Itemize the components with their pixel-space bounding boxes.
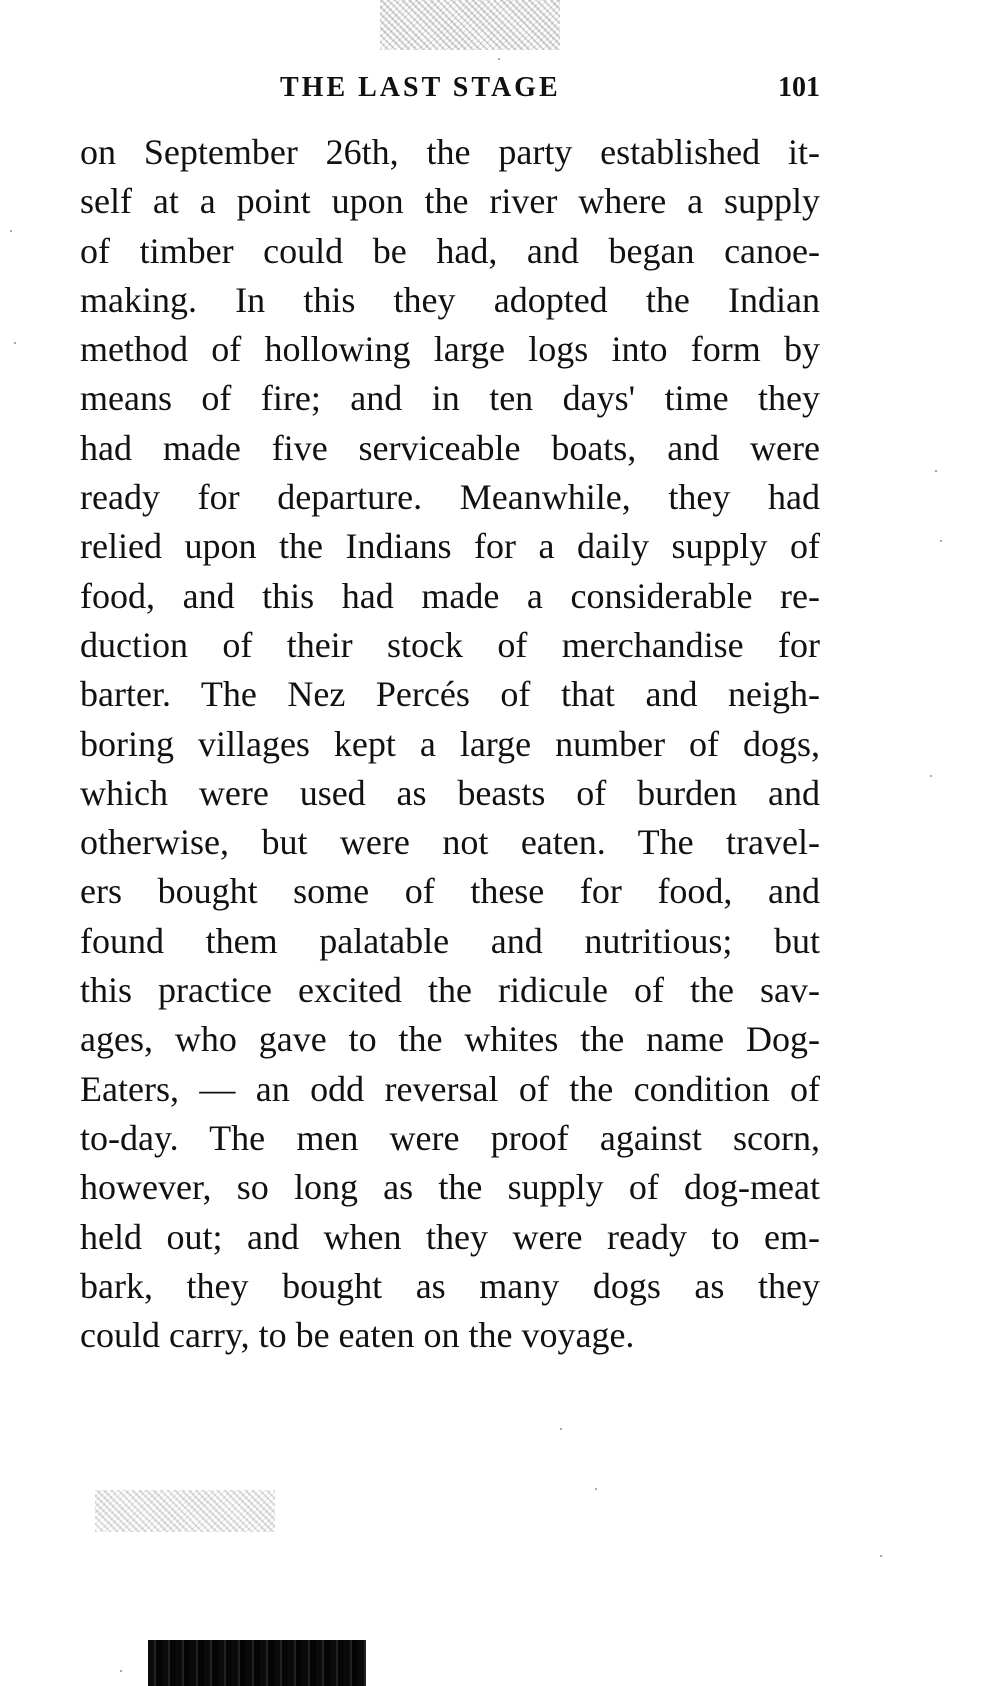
text-line: barter. The Nez Percés of that and neigh- [80, 674, 820, 715]
running-head-title: THE LAST STAGE [280, 72, 561, 103]
scan-speck [930, 775, 932, 777]
text-line: relied upon the Indians for a daily supply of [80, 526, 820, 567]
scan-speck [560, 1428, 562, 1430]
scan-speck [940, 540, 942, 542]
text-line: of timber could be had, and began canoe- [80, 230, 820, 271]
text-line: this practice excited the ridicule of the sav- [80, 970, 820, 1011]
text-line: to-day. The men were proof against scorn, [80, 1117, 820, 1158]
scan-edge-artifact [148, 1640, 366, 1686]
scan-speck [935, 470, 937, 472]
text-line: self at a point upon the river where a supply [80, 181, 820, 222]
page-number: 101 [778, 72, 820, 103]
body-paragraph [80, 128, 820, 1360]
text-line: found them palatable and nutritious; but [80, 920, 820, 961]
text-line: held out; and when they were ready to em- [80, 1216, 820, 1257]
scan-speck [10, 230, 12, 232]
text-line: ready for departure. Meanwhile, they had [80, 477, 820, 518]
text-line: otherwise, but were not eaten. The travel- [80, 822, 820, 863]
text-line: ers bought some of these for food, and [80, 871, 820, 912]
scan-speck [120, 1670, 122, 1672]
text-line: duction of their stock of merchandise for [80, 624, 820, 665]
text-line: food, and this had made a considerable re- [80, 575, 820, 616]
text-line: which were used as beasts of burden and [80, 772, 820, 813]
text-line: means of fire; and in ten days' time they [80, 378, 820, 419]
text-line: Eaters, — an odd reversal of the condition of [80, 1068, 820, 1109]
scan-speck [498, 58, 500, 60]
scan-smudge-bottom [95, 1490, 275, 1532]
text-line: could carry, to be eaten on the voyage. [80, 1315, 635, 1356]
text-line: however, so long as the supply of dog-meat [80, 1167, 820, 1208]
text-line: method of hollowing large logs into form by [80, 329, 820, 370]
text-line: ages, who gave to the whites the name Dog- [80, 1019, 820, 1060]
scan-speck [595, 1488, 597, 1490]
text-line: making. In this they adopted the Indian [80, 279, 820, 320]
text-line: had made five serviceable boats, and were [80, 427, 820, 468]
running-head [80, 68, 820, 108]
text-line: on September 26th, the party established it- [80, 132, 820, 172]
text-line: bark, they bought as many dogs as they [80, 1265, 820, 1306]
scan-smudge-top [380, 0, 560, 50]
scan-speck [14, 342, 16, 344]
text-line: boring villages kept a large number of dogs, [80, 723, 820, 764]
scan-speck [880, 1555, 882, 1557]
